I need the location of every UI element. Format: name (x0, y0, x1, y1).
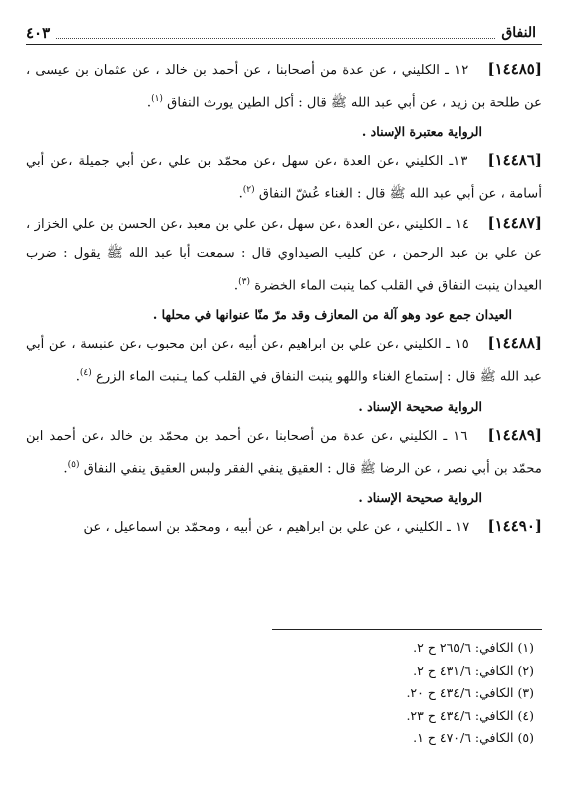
grading-note: الرواية صحيحة الإسناد . (358, 489, 482, 505)
hadith-number: [١٤٤٩٠] (487, 516, 542, 535)
footnote: (٤) الكافي: ٤٣٤/٦ ح ٢٣. (406, 707, 534, 723)
footnote: (١) الكافي: ٢٦٥/٦ ح ٢. (413, 640, 534, 655)
footnote-separator (272, 629, 542, 630)
footnote-ref: (٣) (238, 276, 250, 287)
hadith-entry: [١٤٤٨٦] ١٣ـ الكليني ،عن العدة ،عن سهل ،عن محمّد بن علي ،عن أبي جميلة ،عن أبي أسامة ، عن أبي عبد الله ﷺ قال : الغناء عُشّ النفاق $^{(٢)}$. (26, 151, 542, 202)
footnote-ref: (٥) (67, 459, 80, 470)
page-body (26, 55, 542, 542)
hadith-entry: [١٤٤٨٨] ١٥ ـ الكليني ،عن علي بن ابراهيم ،عن أبيه ،عن ابن محبوب ،عن عنبسة ، عن أبي عبد الله ﷺ قال : إستماع الغناء واللهو ينبت النفاق في القلب كما يـنبت الماء الزرع $^{(٤)}$. (26, 334, 542, 385)
hadith-text: ١٥ ـ الكليني ،عن علي بن ابراهيم ،عن أبيه ،عن ابن محبوب ،عن عنبسة ، عن أبي عبد الله ﷺ قال : إستماع الغناء واللهو ينبت النفاق في القلب كما يـنبت الماء الزرع (26, 337, 542, 385)
footnote-ref: (١) (151, 94, 163, 104)
hadith-text: ١٤ ـ الكليني ،عن العدة ،عن سهل ،عن علي بن معبد ،عن الحسن بن علي الخزاز ، عن علي بن عبد الرحمن ، عن كليب الصيداوي قال : سمعت أبا عبد الله ﷺ يقول : ضرب العيدان ينبت النفاق في القلب كما ينبت الماء الخضرة (26, 216, 542, 294)
page-number: ٤٠٣ (26, 24, 51, 42)
hadith-entry: [١٤٤٨٥] ١٢ ـ الكليني ، عن عدة من أصحابنا ، عن أحمد بن خالد ، عن عثمان بن عيسى ، عن طلحة بن زيد ، عن أبي عبد الله ﷺ قال : أكل الطين يورث النفاق $^{(١)}$. (26, 60, 542, 111)
footnote-ref: (٢) (242, 185, 255, 196)
hadith-entry: [١٤٤٨٧] ١٤ ـ الكليني ،عن العدة ،عن سهل ،عن علي بن معبد ،عن الحسن بن علي الخزاز ، عن علي بن عبد الرحمن ، عن كليب الصيداوي قال : سمعت أبا عبد الله ﷺ يقول : ضرب العيدان ينبت النفاق في القلب كما ينبت الماء الخضرة $^{(٣)}$. (26, 213, 542, 294)
footnote: (٣) الكافي: ٤٣٤/٦ ح ٢٠. (406, 685, 534, 700)
hadith-entry (26, 512, 542, 542)
running-title: النفاق (501, 25, 536, 41)
hadith-number: [١٤٤٨٩] (487, 425, 542, 444)
hadith-text: ١٢ ـ الكليني ، عن عدة من أصحابنا ، عن أحمد بن خالد ، عن عثمان بن عيسى ، عن طلحة بن زيد ، عن أبي عبد الله ﷺ قال : أكل الطين يورث النفاق (26, 63, 542, 111)
footnotes (406, 637, 534, 750)
hadith-number: [١٤٤٨٦] (487, 151, 542, 170)
footnote: (٢) الكافي: ٤٣١/٦ ح ٢. (413, 662, 534, 678)
explanatory-note: العيدان جمع عود وهو آلة من المعازف وقد مرّ منّا عنوانها في محلها . (152, 307, 512, 323)
grading-note: الرواية صحيحة الإسناد . (358, 398, 482, 414)
hadith-text: ١٦ ـ الكليني ،عن عدة من أصحابنا ،عن أحمد بن محمّد بن خالد ،عن أحمد ابن محمّد بن أبي نصر ، عن الرضا ﷺ قال : العقيق ينفي الفقر ولبس العقيق ينفي النفاق (26, 428, 542, 476)
footnote-ref: (٤) (79, 368, 92, 379)
page-header (26, 22, 542, 45)
hadith-number: [١٤٤٨٥] (487, 60, 542, 78)
hadith-text: ١٧ ـ الكليني ، عن علي بن ابراهيم ، عن أبيه ، ومحمّد بن اسماعيل ، عن (83, 519, 470, 535)
hadith-number: [١٤٤٨٨] (487, 334, 542, 353)
hadith-entry: [١٤٤٨٩] ١٦ ـ الكليني ،عن عدة من أصحابنا ،عن أحمد بن محمّد بن خالد ،عن أحمد ابن محمّد بن أبي نصر ، عن الرضا ﷺ قال : العقيق ينفي الفقر ولبس العقيق ينفي النفاق $^{(٥)}$. (26, 425, 542, 476)
header-leader-dots (56, 28, 495, 39)
footnote: (٥) الكافي: ٤٧٠/٦ ح ١. (413, 730, 534, 745)
hadith-number: [١٤٤٨٧] (487, 213, 542, 232)
book-page (26, 0, 542, 795)
hadith-text: ١٣ـ الكليني ،عن العدة ،عن سهل ،عن محمّد بن علي ،عن أبي جميلة ،عن أبي أسامة ، عن أبي عبد الله ﷺ قال : الغناء عُشّ النفاق (26, 154, 542, 202)
grading-note: الرواية معتبرة الإسناد . (361, 124, 482, 140)
